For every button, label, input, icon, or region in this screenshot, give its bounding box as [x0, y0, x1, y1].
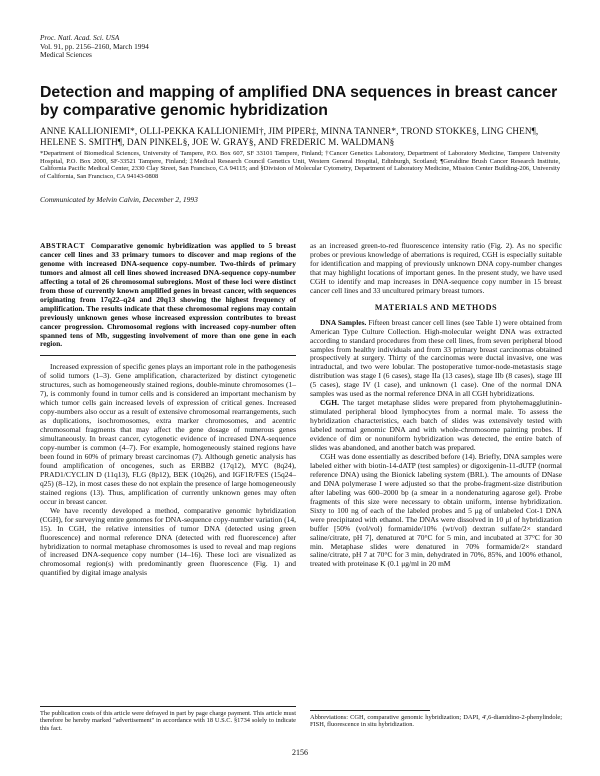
methods-text-3: CGH was done essentially as described before (14). Briefly, DNA samples were labeled either with biotin-14-dATP (test samples) or digoxigenin-11-dUTP (normal reference DNA) using the Bionick labeling system (BRL). The amounts of DNase and DNA polymerase I were adjusted so that the probe-fragment-size distribution after labeling was 600–2000 bp (a smear in a nondenaturing agarose gel). Probe fragments of this size were necessary to obtain uniform, intense hybridization. Sixty to 100 ng of each of the labeled probes and 5 μg of unlabeled Cot-1 DNA were precipitated with ethanol. The DNAs were dissolved in 10 μl of hybridization buffer [50% (vol/vol) formamide/10% (wt/vol) dextran sulfate/2× standard saline/citrate, pH 7], denatured at 70°C for 5 min, and incubated at 37°C for 30 min. Metaphase slides were denatured in 70% formamide/2× standard saline/citrate, pH 7 at 70°C for 3 min, dehydrated in 70%, 85%, and 100% ethanol, treated with proteinase K (0.1 μg/ml in 20 mM — [310, 451, 562, 569]
journal-header — [40, 34, 149, 60]
journal-volume: Vol. 91, pp. 2156–2160, March 1994 — [40, 41, 149, 51]
left-column — [40, 242, 296, 578]
publication-footnote — [40, 706, 296, 732]
runin-dna-samples: DNA Samples. — [320, 317, 367, 327]
abbreviations-text: Abbreviations: CGH, comparative genomic hybridization; DAPI, 4′,6-diamidino-2-phenylindole; FISH, fluorescence in situ hybridization. — [310, 714, 562, 729]
methods-text-2: The target metaphase slides were prepared from phytohemagglutinin-stimulated peripheral blood lymphocytes from a normal male. To assess the hybridization characteristics, each batch of slides was extensively tested with labeled normal genomic DNA and with whole-chromosome painting probes. If evidence of dim or nonuniform hybridization was detected, the entire batch of slides was abandoned, and another batch was prepared. — [310, 398, 562, 453]
intro-paragraph-2: We have recently developed a method, comparative genomic hybridization (CGH), for surveying entire genomes for DNA-sequence copy-number variation (14, 15). In CGH, the relative intensities of tumor DNA (detected using green fluorescence) and normal reference DNA (detected with red fluorescence) after hybridization to normal metaphase chromosomes is used to reveal and map regions of increased DNA-sequence copy number (14–16). These loci are visualized as chromosomal region(s) with predominantly green fluorescence (Fig. 1) and quantified by digital image analysis — [40, 505, 296, 578]
page-number: 2156 — [292, 748, 308, 757]
abstract-divider — [40, 355, 296, 356]
methods-heading: MATERIALS AND METHODS — [374, 302, 498, 312]
methods-paragraph-2 — [310, 399, 562, 453]
footnote-text: The publication costs of this article were defrayed in part by page charge payment. This article must therefore be hereby marked "advertisement" in accordance with 18 U.S.C. §1734 solely to indicate this fact. — [40, 710, 296, 732]
methods-paragraph-1 — [310, 319, 562, 400]
methods-text-1: Fifteen breast cancer cell lines (see Table 1) were obtained from American Type Culture Collection. High-molecular weight DNA was extracted according to standard procedures from these cell lines, from seven peripheral blood samples from healthy individuals and from 33 primary breast carcinomas obtained prospectively at surgery. Thirty of the carcinomas were ductal invasive, one was intraductal, and two were lobular. The postoperative tumor-node-metastasis stage distribution was stage I (6 cases), stage IIa (13 cases), stage IIb (8 cases), stage III (5 cases), stage IV (1 case), and unknown (1 case). One of the normal DNA samples was used as the normal reference DNA in all CGH hybridizations. — [310, 317, 562, 399]
abstract-text: Comparative genomic hybridization was applied to 5 breast cancer cell lines and 33 primary tumors to discover and map regions of the genome with increased DNA-sequence copy-number. Two-thirds of primary tumors and almost all cell lines showed increased DNA-sequence copy-number affecting a total of 26 chromosomal subregions. Most of these loci were distinct from those of currently known amplified genes in breast cancer, with sequences originating from 17q22–q24 and 20q13 showing the highest frequency of amplification. The results indicate that these chromosomal regions may contain previously unknown genes whose increased expression contributes to breast cancer progression. Chromosomal regions with increased copy-number often spanned tens of Mb, suggesting involvement of more than one gene in each region. — [40, 241, 296, 349]
runin-cgh: CGH. — [320, 398, 339, 408]
abbrev-divider — [310, 710, 430, 711]
abstract-label: ABSTRACT — [40, 241, 85, 250]
methods-paragraph-3 — [310, 453, 562, 569]
footnote-divider — [40, 706, 296, 707]
article-title: Detection and mapping of amplified DNA sequences in breast cancer by comparative genomic hybridization — [40, 84, 558, 119]
intro-paragraph-1: Increased expression of specific genes plays an important role in the pathogenesis of solid tumors (1–3). Gene amplification, characterized by distinct cytogenetic structures, such as homogeneously stained regions, double-minute chromosomes (1–7), is commonly found in tumor cells and is considered an important mechanism by which tumor cells gain increased levels of expression of critical genes. Increased copy-numbers also occur as a result of extensive chromosomal rearrangements, such as duplications, isochromosomes, extra marker chromosomes, and acentric chromosomal fragments that may affect the gene dosage of numerous genes simultaneously. In breast cancer, cytogenetic evidence of increased DNA-sequence copy-number is common (4–7). For example, homogeneously stained regions have been found in 60% of primary breast carcinomas (7). Although genetic analysis has found amplification of oncogenes, such as ERBB2 (17q12), MYC (8q24), PRAD1/CYCLIN D (11q13), FLG (8p12), BEK (10q26), and IGF1R/FES (15q24–q25) (8–12), in most cases these do not explain the presence of large homogeneously stained regions (13). Thus, amplification of currently unknown genes may often occur in breast cancer. — [40, 362, 296, 506]
affiliations: *Department of Biomedical Sciences, University of Tampere, P.O. Box 607, SF 33101 Tampere, Finland; †Cancer Genetics Laboratory, Department of Laboratory Medicine, Tampere University Hospital, P.O. Box 2000, SF-33521 Tampere, Finland; ‡Medical Research Council Genetics Unit, Western General Hospital, Edinburgh, Scotland; ¶Geraldine Brush Cancer Research Institute, California Pacific Medical Center, 2330 Clay Street, San Francisco, CA 94115; and §Division of Molecular Cytometry, Department of Laboratory Medicine, Mission Center Building-206, University of California, San Francisco, CA 94143-0808 — [40, 150, 560, 180]
abbreviations-footnote — [310, 710, 562, 729]
communicated-line: Communicated by Melvin Calvin, December 2, 1993 — [40, 195, 198, 204]
author-list: ANNE KALLIONIEMI*, OLLI-PEKKA KALLIONIEMI†, JIM PIPER‡, MINNA TANNER*, TROND STOKKE§, LING CHEN¶, HELENE S. SMITH¶, DAN PINKEL§, JOE W. GRAY§, AND FREDERIC M. WALDMAN§ — [40, 126, 539, 147]
abstract — [40, 242, 296, 353]
right-column — [310, 242, 562, 569]
journal-name: Proc. Natl. Acad. Sci. USA — [40, 33, 120, 42]
journal-section: Medical Sciences — [40, 50, 92, 60]
intro-continuation: as an increased green-to-red fluorescence intensity ratio (Fig. 2). As no specific probes or previous knowledge of aberrations is required, CGH is especially suitable for identification and mapping of previously unknown DNA copy-number changes that may highlight locations of important genes. In the present study, we have used CGH to identify and map increases in DNA-sequence copy number in 15 breast cancer cell lines and 33 uncultured primary breast tumors. — [310, 241, 562, 295]
